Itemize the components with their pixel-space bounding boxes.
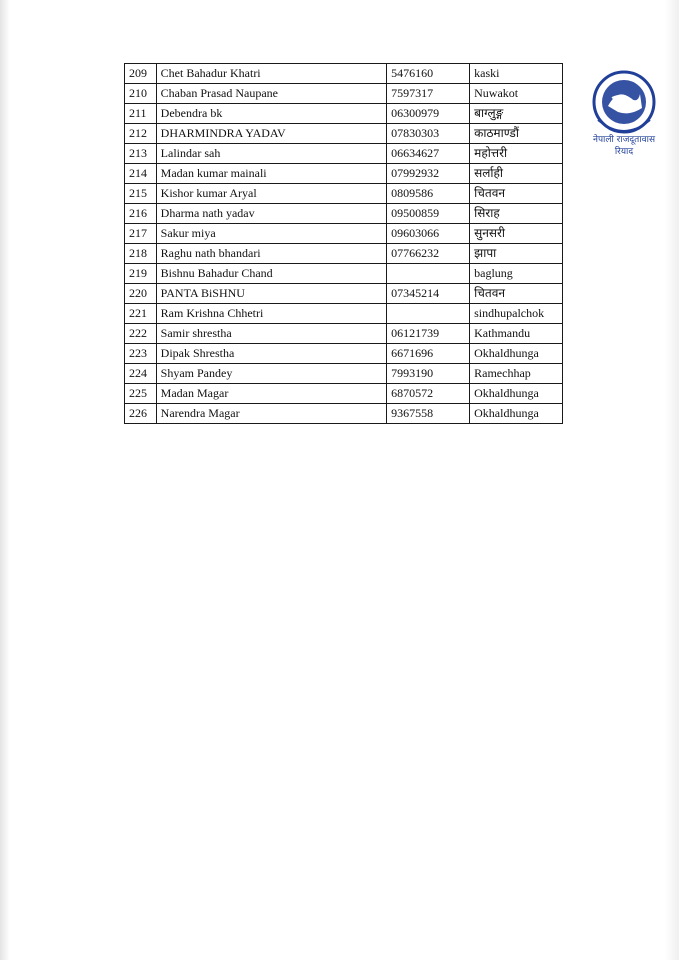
district-cell: Okhaldhunga	[470, 384, 563, 404]
table-row	[125, 304, 563, 324]
serial-number-cell: 222	[125, 324, 157, 344]
district-cell: झापा	[470, 244, 563, 264]
table-row	[125, 284, 563, 304]
seal-text-bottom: रियाद	[614, 147, 634, 157]
table-row	[125, 104, 563, 124]
serial-number-cell: 216	[125, 204, 157, 224]
name-cell: Dipak Shrestha	[156, 344, 386, 364]
table-row	[125, 364, 563, 384]
phone-cell	[387, 304, 470, 324]
embassy-seal-stamp	[578, 58, 670, 158]
district-cell: सिराह	[470, 204, 563, 224]
serial-number-cell: 214	[125, 164, 157, 184]
name-cell: Shyam Pandey	[156, 364, 386, 384]
phone-cell: 5476160	[387, 64, 470, 84]
phone-cell: 9367558	[387, 404, 470, 424]
name-cell: Lalindar sah	[156, 144, 386, 164]
district-cell: महोत्तरी	[470, 144, 563, 164]
name-cell: Chet Bahadur Khatri	[156, 64, 386, 84]
name-cell: Sakur miya	[156, 224, 386, 244]
serial-number-cell: 212	[125, 124, 157, 144]
seal-text-top: नेपाली राजदूतावास	[592, 135, 656, 145]
table-row	[125, 164, 563, 184]
district-cell: सुनसरी	[470, 224, 563, 244]
serial-number-cell: 215	[125, 184, 157, 204]
district-cell: Okhaldhunga	[470, 404, 563, 424]
name-cell: Narendra Magar	[156, 404, 386, 424]
table-row	[125, 404, 563, 424]
name-cell: Madan kumar mainali	[156, 164, 386, 184]
name-cell: Ram Krishna Chhetri	[156, 304, 386, 324]
table-row	[125, 184, 563, 204]
phone-cell: 07345214	[387, 284, 470, 304]
serial-number-cell: 218	[125, 244, 157, 264]
serial-number-cell: 225	[125, 384, 157, 404]
phone-cell: 07992932	[387, 164, 470, 184]
phone-cell: 07766232	[387, 244, 470, 264]
roster-table	[124, 63, 563, 424]
phone-cell: 09500859	[387, 204, 470, 224]
serial-number-cell: 224	[125, 364, 157, 384]
district-cell: सर्लाही	[470, 164, 563, 184]
name-cell: DHARMINDRA YADAV	[156, 124, 386, 144]
phone-cell: 06634627	[387, 144, 470, 164]
name-cell: Raghu nath bhandari	[156, 244, 386, 264]
seal-emblem-icon	[594, 72, 654, 132]
name-cell: Samir shrestha	[156, 324, 386, 344]
serial-number-cell: 217	[125, 224, 157, 244]
table-row	[125, 324, 563, 344]
table-row	[125, 264, 563, 284]
serial-number-cell: 213	[125, 144, 157, 164]
phone-cell	[387, 264, 470, 284]
phone-cell: 7597317	[387, 84, 470, 104]
phone-cell: 6870572	[387, 384, 470, 404]
name-cell: Dharma nath yadav	[156, 204, 386, 224]
district-cell: kaski	[470, 64, 563, 84]
serial-number-cell: 220	[125, 284, 157, 304]
name-cell: Bishnu Bahadur Chand	[156, 264, 386, 284]
district-cell: काठमाण्डौं	[470, 124, 563, 144]
serial-number-cell: 210	[125, 84, 157, 104]
district-cell: चितवन	[470, 184, 563, 204]
table-row	[125, 224, 563, 244]
phone-cell: 06300979	[387, 104, 470, 124]
name-cell: Debendra bk	[156, 104, 386, 124]
phone-cell: 6671696	[387, 344, 470, 364]
district-cell: बाग्लुङ्ग	[470, 104, 563, 124]
table-row	[125, 64, 563, 84]
phone-cell: 0809586	[387, 184, 470, 204]
name-cell: Kishor kumar Aryal	[156, 184, 386, 204]
scan-shadow-left	[0, 0, 10, 960]
table-row	[125, 244, 563, 264]
district-cell: Ramechhap	[470, 364, 563, 384]
name-cell: Madan Magar	[156, 384, 386, 404]
table-row	[125, 204, 563, 224]
table-row	[125, 124, 563, 144]
table-row	[125, 84, 563, 104]
table-row	[125, 344, 563, 364]
phone-cell: 09603066	[387, 224, 470, 244]
serial-number-cell: 223	[125, 344, 157, 364]
table-row	[125, 384, 563, 404]
district-cell: sindhupalchok	[470, 304, 563, 324]
name-cell: PANTA BiSHNU	[156, 284, 386, 304]
district-cell: Nuwakot	[470, 84, 563, 104]
serial-number-cell: 226	[125, 404, 157, 424]
serial-number-cell: 209	[125, 64, 157, 84]
serial-number-cell: 221	[125, 304, 157, 324]
phone-cell: 7993190	[387, 364, 470, 384]
district-cell: baglung	[470, 264, 563, 284]
phone-cell: 07830303	[387, 124, 470, 144]
phone-cell: 06121739	[387, 324, 470, 344]
district-cell: Kathmandu	[470, 324, 563, 344]
district-cell: Okhaldhunga	[470, 344, 563, 364]
table-row	[125, 144, 563, 164]
serial-number-cell: 219	[125, 264, 157, 284]
district-cell: चितवन	[470, 284, 563, 304]
serial-number-cell: 211	[125, 104, 157, 124]
name-cell: Chaban Prasad Naupane	[156, 84, 386, 104]
